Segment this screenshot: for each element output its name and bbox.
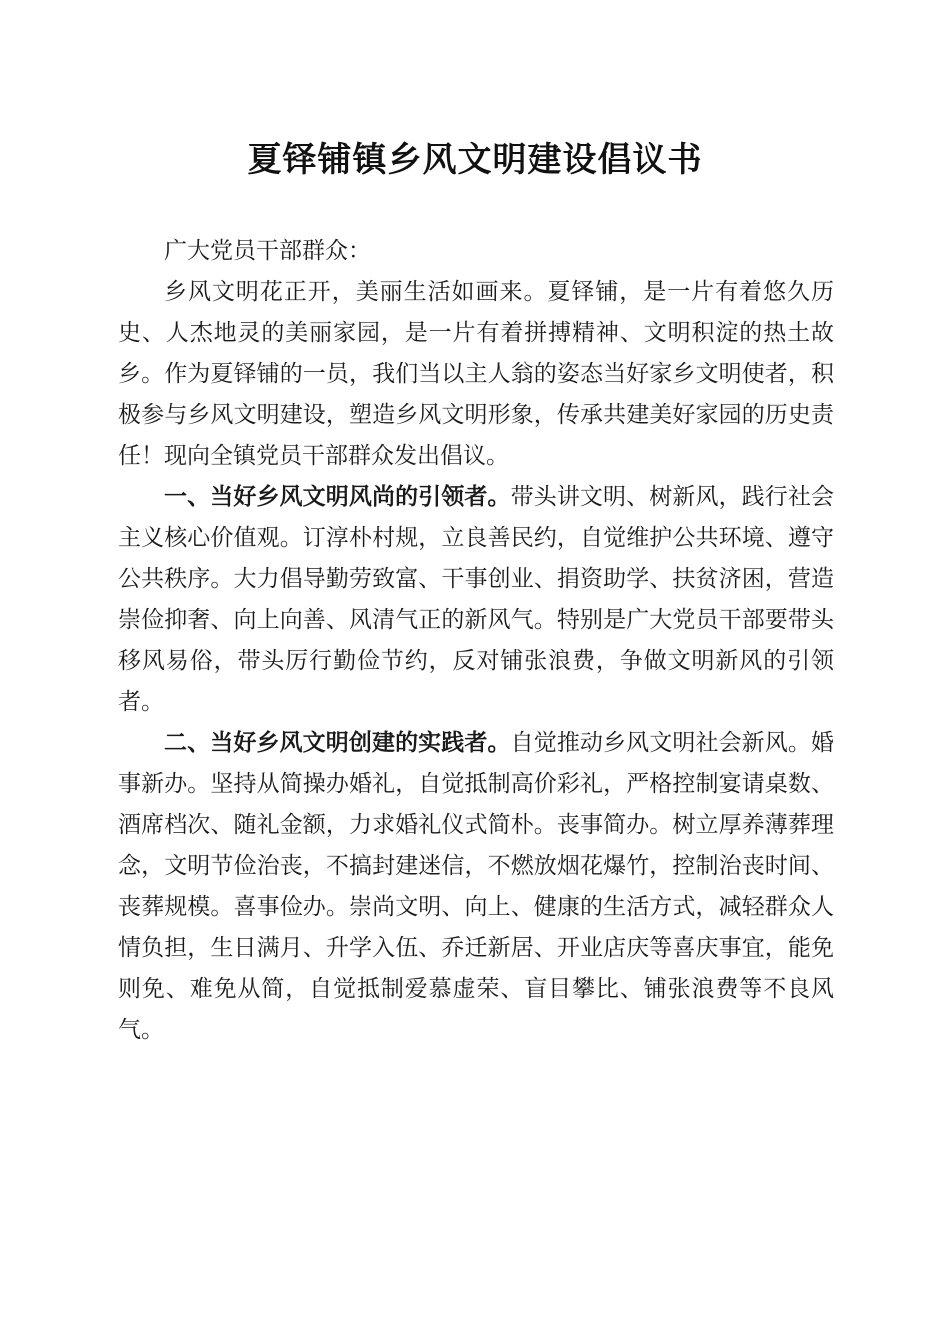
section-heading-1: 一、当好乡风文明风尚的引领者。 [164, 484, 511, 510]
section-body-1: 带头讲文明、树新风，践行社会主义核心价值观。订淳朴村规，立良善民约，自觉维护公共环境、遵守公共秩序。大力倡导勤劳致富、干事创业、捐资助学、扶贫济困，营造崇俭抑奢、向上向善、风清气正的新风气。特别是广大党员干部要带头移风易俗，带头厉行勤俭节约，反对铺张浪费，争做文明新风的引领者。 [118, 484, 835, 715]
intro-paragraph: 乡风文明花正开，美丽生活如画来。夏铎铺，是一片有着悠久历史、人杰地灵的美丽家园，是一片有着拼搏精神、文明积淀的热土故乡。作为夏铎铺的一员，我们当以主人翁的姿态当好家乡文明使者，积极参与乡风文明建设，塑造乡风文明形象，传承共建美好家园的历史责任！现向全镇党员干部群众发出倡议。 [118, 279, 834, 469]
document-title: 夏铎铺镇乡风文明建设倡议书 [247, 140, 703, 180]
section-paragraph-1 [118, 477, 834, 723]
salutation: 广大党员干部群众： [164, 238, 371, 264]
document-body [118, 231, 834, 1051]
section-paragraph-2 [118, 723, 834, 1051]
section-body-2: 自觉推动乡风文明社会新风。婚事新办。坚持从简操办婚礼，自觉抵制高价彩礼，严格控制宴请桌数、酒席档次、随礼金额，力求婚礼仪式简朴。丧事简办。树立厚养薄葬理念，文明节俭治丧，不搞封建迷信，不燃放烟花爆竹，控制治丧时间、丧葬规模。喜事俭办。崇尚文明、向上、健康的生活方式，减轻群众人情负担，生日满月、升学入伍、乔迁新居、开业店庆等喜庆事宜，能免则免、难免从简，自觉抵制爱慕虚荣、盲目攀比、铺张浪费等不良风气。 [118, 730, 835, 1043]
section-heading-2: 二、当好乡风文明创建的实践者。 [164, 730, 511, 756]
